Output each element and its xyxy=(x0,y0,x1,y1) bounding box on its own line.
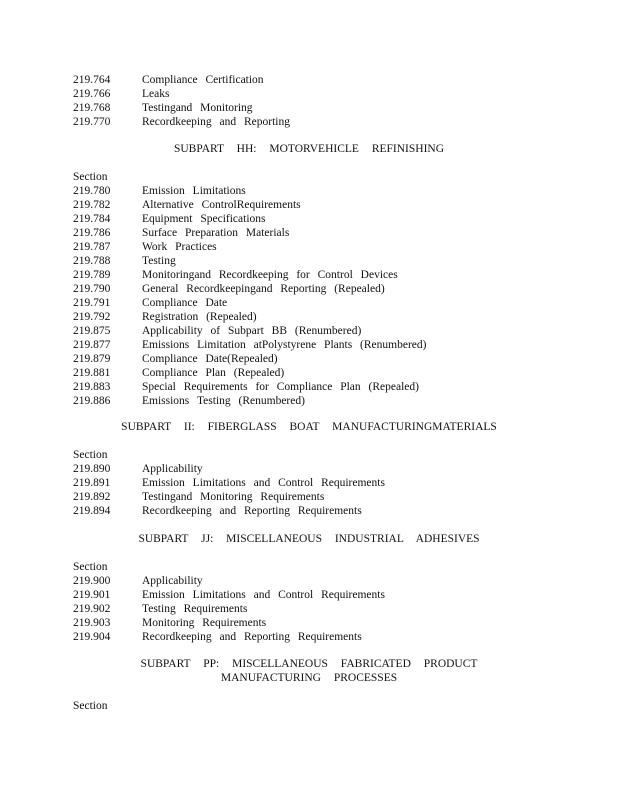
section-title: Surface Preparation Materials xyxy=(142,227,290,239)
section-title: Testingand Monitoring xyxy=(142,102,253,114)
section-title: Special Requirements for Compliance Plan (Repealed) xyxy=(142,381,419,393)
section-title: Compliance Date(Repealed) xyxy=(142,353,278,365)
section-number: 219.792 xyxy=(73,311,111,323)
section-number: 219.883 xyxy=(73,381,111,393)
section-title: Work Practices xyxy=(142,241,217,253)
section-number: 219.901 xyxy=(73,589,111,601)
subpart-heading: SUBPART HH: MOTORVEHICLE REFINISHING xyxy=(173,143,445,155)
section-number: 219.900 xyxy=(73,575,111,587)
section-title: Compliance Date xyxy=(142,297,228,309)
section-number: 219.764 xyxy=(73,74,111,86)
subpart-heading: SUBPART JJ: MISCELLANEOUS INDUSTRIAL ADHESIVES xyxy=(138,533,480,545)
section-number: 219.790 xyxy=(73,283,111,295)
section-title: Testing xyxy=(142,255,176,267)
section-title: Leaks xyxy=(142,88,170,100)
section-title: Emission Limitations xyxy=(142,185,246,197)
section-number: 219.879 xyxy=(73,353,111,365)
section-title: Testing Requirements xyxy=(142,603,248,615)
section-title: Recordkeeping and Reporting Requirements xyxy=(142,631,362,643)
section-number: 219.890 xyxy=(73,463,111,475)
section-title: Applicability xyxy=(142,463,203,475)
section-title: Monitoring Requirements xyxy=(142,617,267,629)
section-title: Compliance Plan (Repealed) xyxy=(142,367,285,379)
section-title: Emission Limitations and Control Requirements xyxy=(142,589,385,601)
section-number: 219.902 xyxy=(73,603,111,615)
section-number: 219.875 xyxy=(73,325,111,337)
section-title: Applicability xyxy=(142,575,203,587)
section-title: Equipment Specifications xyxy=(142,213,266,225)
section-title: Emissions Testing (Renumbered) xyxy=(142,395,305,407)
section-label: Section xyxy=(73,561,108,573)
section-number: 219.886 xyxy=(73,395,111,407)
section-title: Compliance Certification xyxy=(142,74,264,86)
section-number: 219.904 xyxy=(73,631,111,643)
section-number: 219.892 xyxy=(73,491,111,503)
section-number: 219.786 xyxy=(73,227,111,239)
section-number: 219.789 xyxy=(73,269,111,281)
section-number: 219.903 xyxy=(73,617,111,629)
section-number: 219.766 xyxy=(73,88,111,100)
subpart-heading: MANUFACTURING PROCESSES xyxy=(220,672,398,684)
section-number: 219.787 xyxy=(73,241,111,253)
section-number: 219.770 xyxy=(73,116,111,128)
section-number: 219.891 xyxy=(73,477,111,489)
section-title: Emissions Limitation atPolystyrene Plants (Renumbered) xyxy=(142,339,427,351)
section-label: Section xyxy=(73,700,108,712)
section-number: 219.894 xyxy=(73,505,111,517)
section-number: 219.791 xyxy=(73,297,111,309)
section-title: Registration (Repealed) xyxy=(142,311,257,323)
section-title: Applicability of Subpart BB (Renumbered) xyxy=(142,325,362,337)
section-number: 219.784 xyxy=(73,213,111,225)
section-title: Alternative ControlRequirements xyxy=(142,199,301,211)
section-title: Emission Limitations and Control Requirements xyxy=(142,477,385,489)
section-title: Recordkeeping and Reporting Requirements xyxy=(142,505,362,517)
section-number: 219.788 xyxy=(73,255,111,267)
section-number: 219.782 xyxy=(73,199,111,211)
section-label: Section xyxy=(73,449,108,461)
subpart-heading: SUBPART II: FIBERGLASS BOAT MANUFACTURINGMATERIALS xyxy=(121,421,497,433)
section-number: 219.768 xyxy=(73,102,111,114)
section-label: Section xyxy=(73,171,108,183)
subpart-heading: SUBPART PP: MISCELLANEOUS FABRICATED PRODUCT xyxy=(140,658,478,670)
section-title: Recordkeeping and Reporting xyxy=(142,116,290,128)
section-number: 219.877 xyxy=(73,339,111,351)
section-number: 219.881 xyxy=(73,367,111,379)
section-title: Monitoringand Recordkeeping for Control Devices xyxy=(142,269,398,281)
section-title: Testingand Monitoring Requirements xyxy=(142,491,325,503)
section-title: General Recordkeepingand Reporting (Repealed) xyxy=(142,283,385,295)
section-number: 219.780 xyxy=(73,185,111,197)
